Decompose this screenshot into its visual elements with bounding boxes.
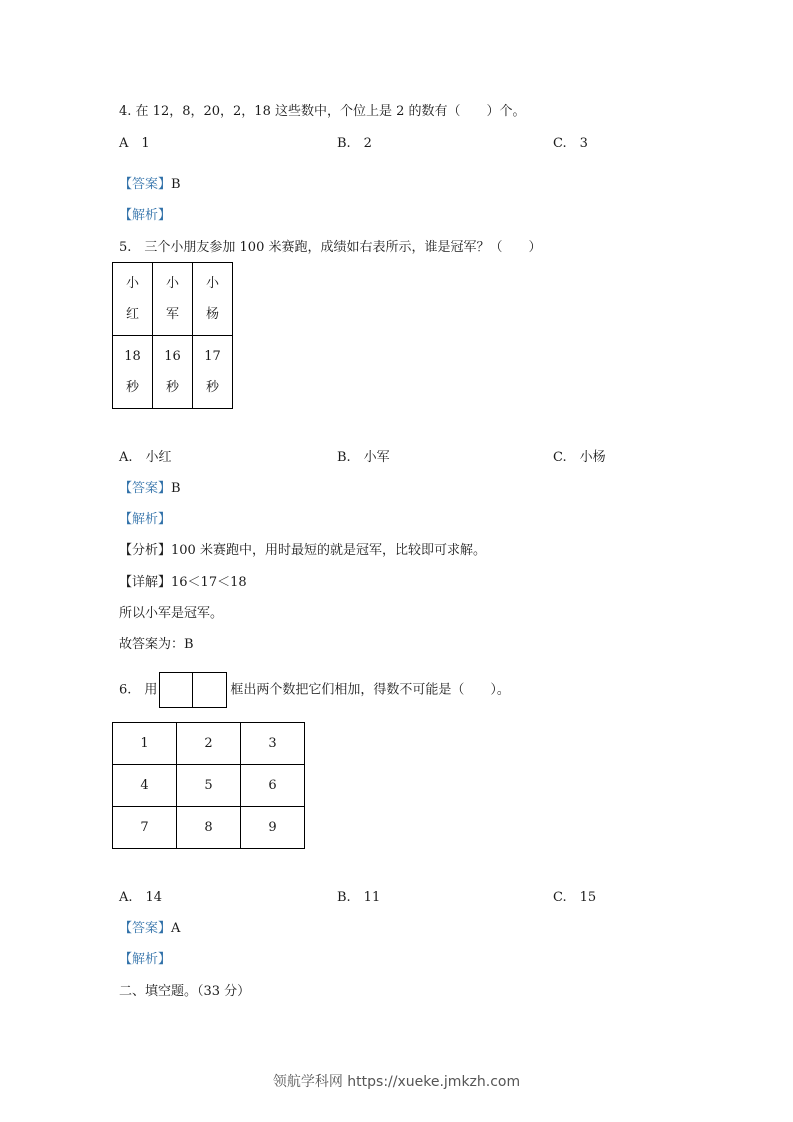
q5-fenxi: [119, 543, 486, 559]
grid-cell: 4: [113, 765, 177, 807]
q5-results-table: [112, 262, 233, 409]
q6-stem: [119, 672, 510, 709]
table-row: [113, 807, 305, 849]
answer-tag: 【答案】: [119, 481, 172, 496]
table-row: [113, 336, 233, 409]
q5-answer: [119, 481, 181, 497]
q4-option-c: C. 3: [553, 136, 588, 151]
grid-cell: 1: [113, 723, 177, 765]
q4-option-b: B. 2: [337, 136, 372, 151]
grid-cell: 8: [177, 807, 241, 849]
table-cell: 18 秒: [113, 336, 153, 409]
q6-stem-pre: 6. 用: [119, 682, 158, 698]
table-cell: 17 秒: [193, 336, 233, 409]
xiangjie-text: 16＜17＜18: [171, 575, 247, 590]
xiangjie-tag: 【详解】: [119, 575, 172, 590]
grid-cell: 3: [241, 723, 305, 765]
table-row: [113, 765, 305, 807]
table-cell: 小 杨: [193, 263, 233, 336]
table-cell: 小 红: [113, 263, 153, 336]
q6-answer: [119, 921, 180, 937]
q4-analysis-tag: 【解析】: [119, 208, 172, 223]
q5-xiangjie: [119, 575, 247, 591]
q5-option-a: A. 小红: [119, 450, 172, 465]
q4-option-a: A 1: [119, 136, 150, 151]
answer-value: B: [171, 481, 181, 496]
q6-analysis-tag: 【解析】: [119, 952, 172, 967]
q4-answer: [119, 177, 181, 193]
two-cell-box-icon: [159, 672, 227, 708]
grid-cell: 6: [241, 765, 305, 807]
grid-cell: 5: [177, 765, 241, 807]
answer-value: B: [171, 177, 181, 192]
grid-cell: 7: [113, 807, 177, 849]
table-cell: 小 军: [153, 263, 193, 336]
q6-stem-post: 框出两个数把它们相加，得数不可能是（ ）。: [230, 682, 510, 698]
q6-option-b: B. 11: [337, 890, 381, 905]
table-row: [113, 723, 305, 765]
table-row: [113, 263, 233, 336]
table-cell: 16 秒: [153, 336, 193, 409]
answer-value: A: [171, 921, 181, 936]
q5-option-c: C. 小杨: [553, 450, 606, 465]
q5-conclusion: 所以小军是冠军。: [119, 606, 224, 621]
fenxi-tag: 【分析】: [119, 543, 172, 558]
q6-number-grid: [112, 722, 305, 849]
q5-option-b: B. 小军: [337, 450, 390, 465]
q6-option-a: A. 14: [119, 890, 163, 905]
answer-tag: 【答案】: [119, 921, 172, 936]
q6-option-c: C. 15: [553, 890, 597, 905]
grid-cell: 9: [241, 807, 305, 849]
section-heading: 二、填空题。（33 分）: [119, 984, 251, 999]
q5-stem: 5. 三个小朋友参加 100 米赛跑，成绩如右表所示，谁是冠军？（ ）: [119, 240, 542, 255]
q4-stem: 4. 在 12，8，20，2，18 这些数中，个位上是 2 的数有（ ）个。: [119, 104, 526, 119]
footer-watermark: 领航学科网 https://xueke.jmkzh.com: [272, 1074, 521, 1090]
fenxi-text: 100 米赛跑中，用时最短的就是冠军，比较即可求解。: [171, 543, 486, 558]
q5-final-answer: 故答案为：B: [119, 637, 194, 652]
grid-cell: 2: [177, 723, 241, 765]
q5-analysis-tag: 【解析】: [119, 512, 172, 527]
answer-tag: 【答案】: [119, 177, 172, 192]
